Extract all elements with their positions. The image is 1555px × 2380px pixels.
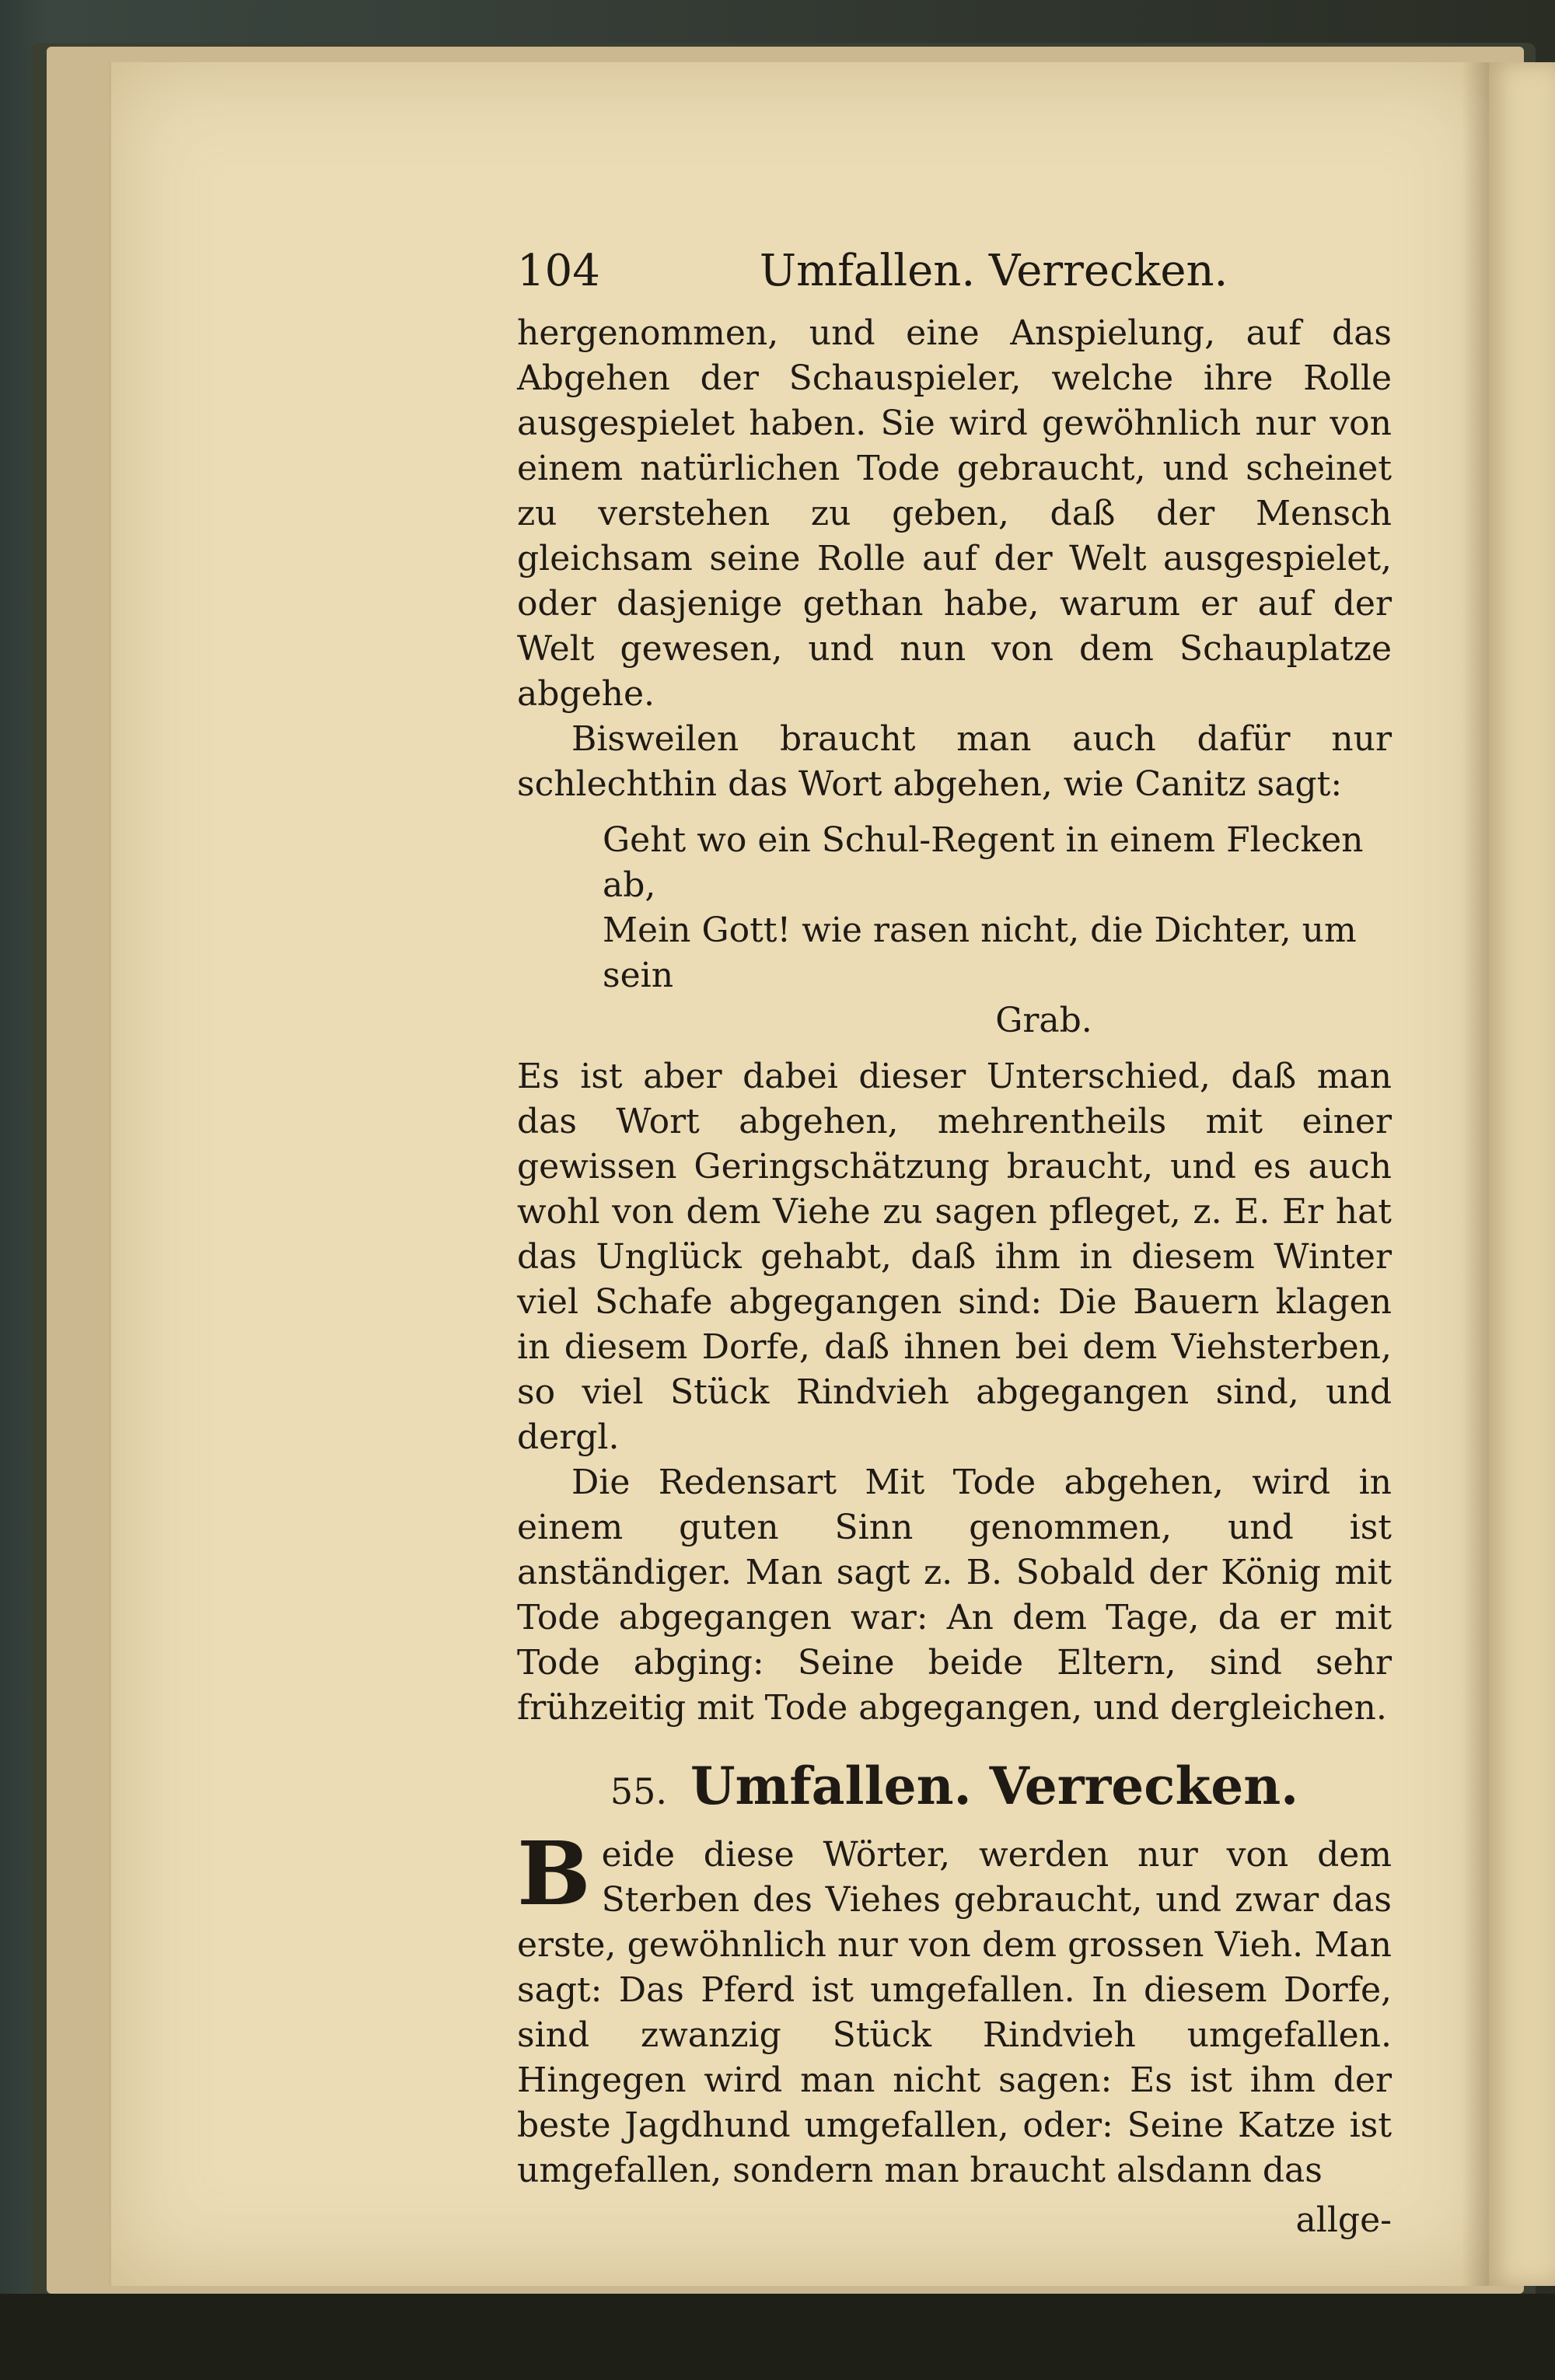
drop-cap-letter: B <box>517 1823 591 1925</box>
paragraph-3: Es ist aber dabei dieser Unterschied, daß man das Wort abgehen, mehrentheils mit einer gewissen Geringschätzung braucht, und es auch wohl von dem Viehe zu sagen pfleget, z. E. Er hat das Unglück gehabt, daß ihm in diesem Winter viel Schafe abgegangen sind: Die Bauern klagen in diesem Dorfe, daß ihnen bei dem Viehsterben, so viel Stück Rindvieh abgegangen sind, und dergl. <box>517 1057 1392 1457</box>
paragraph-2: Bisweilen braucht man auch dafür nur schlechthin das Wort abgehen, wie Canitz sagt: <box>517 719 1392 804</box>
section-number: 55. <box>610 1770 667 1812</box>
running-title: Umfallen. Verrecken. <box>759 246 1228 296</box>
section-body <box>517 1823 1392 2193</box>
paragraph-1: hergenommen, und eine Anspielung, auf das Abgehen der Schauspieler, welche ihre Rolle ausgespielet haben. Sie wird gewöhnlich nur von einem natürlichen Tode gebraucht, und scheinet zu verstehen zu geben, daß der Mensch gleichsam seine Rolle auf der Welt ausgespielet, oder dasjenige gethan habe, warum er auf der Welt gewesen, und nun von dem Schauplatze abgehe. <box>517 313 1392 714</box>
scan-bottom-border <box>0 2294 1555 2380</box>
verse-line-2: Mein Gott! wie rasen nicht, die Dichter, um sein <box>603 910 1357 995</box>
page-text <box>517 246 1392 2243</box>
catchword: allge- <box>1295 2200 1392 2240</box>
verse-quote <box>603 818 1392 1043</box>
paragraph-4: Die Redensart Mit Tode abgehen, wird in einem guten Sinn genommen, und ist anständiger. Man sagt z. B. Sobald der König mit Tode abgegangen war: An dem Tage, da er mit Tode abging: Seine beide Eltern, sind sehr frühzeitig mit Tode abgegangen, und dergleichen. <box>517 1463 1392 1728</box>
verse-line-1: Geht wo ein Schul-Regent in einem Flecken ab, <box>603 820 1364 905</box>
section-heading <box>517 1753 1392 1825</box>
verse-line-3: Grab. <box>995 1001 1092 1040</box>
facing-page-edge <box>1489 62 1555 2286</box>
section-body-text: eide diese Wörter, werden nur von dem Sterben des Viehes gebraucht, und zwar das erste, gewöhnlich nur von dem grossen Vieh. Man sagt: Das Pferd ist umgefallen. In diesem Dorfe, sind zwanzig Stück Rindvieh umgefallen. Hingegen wird man nicht sagen: Es ist ihm der beste Jagdhund umgefallen, oder: Seine Katze ist umgefallen, sondern man braucht alsdann das <box>517 1835 1392 2190</box>
section-title: Umfallen. Verrecken. <box>690 1756 1299 1816</box>
page-number: 104 <box>517 246 600 296</box>
page-header <box>517 246 1392 296</box>
